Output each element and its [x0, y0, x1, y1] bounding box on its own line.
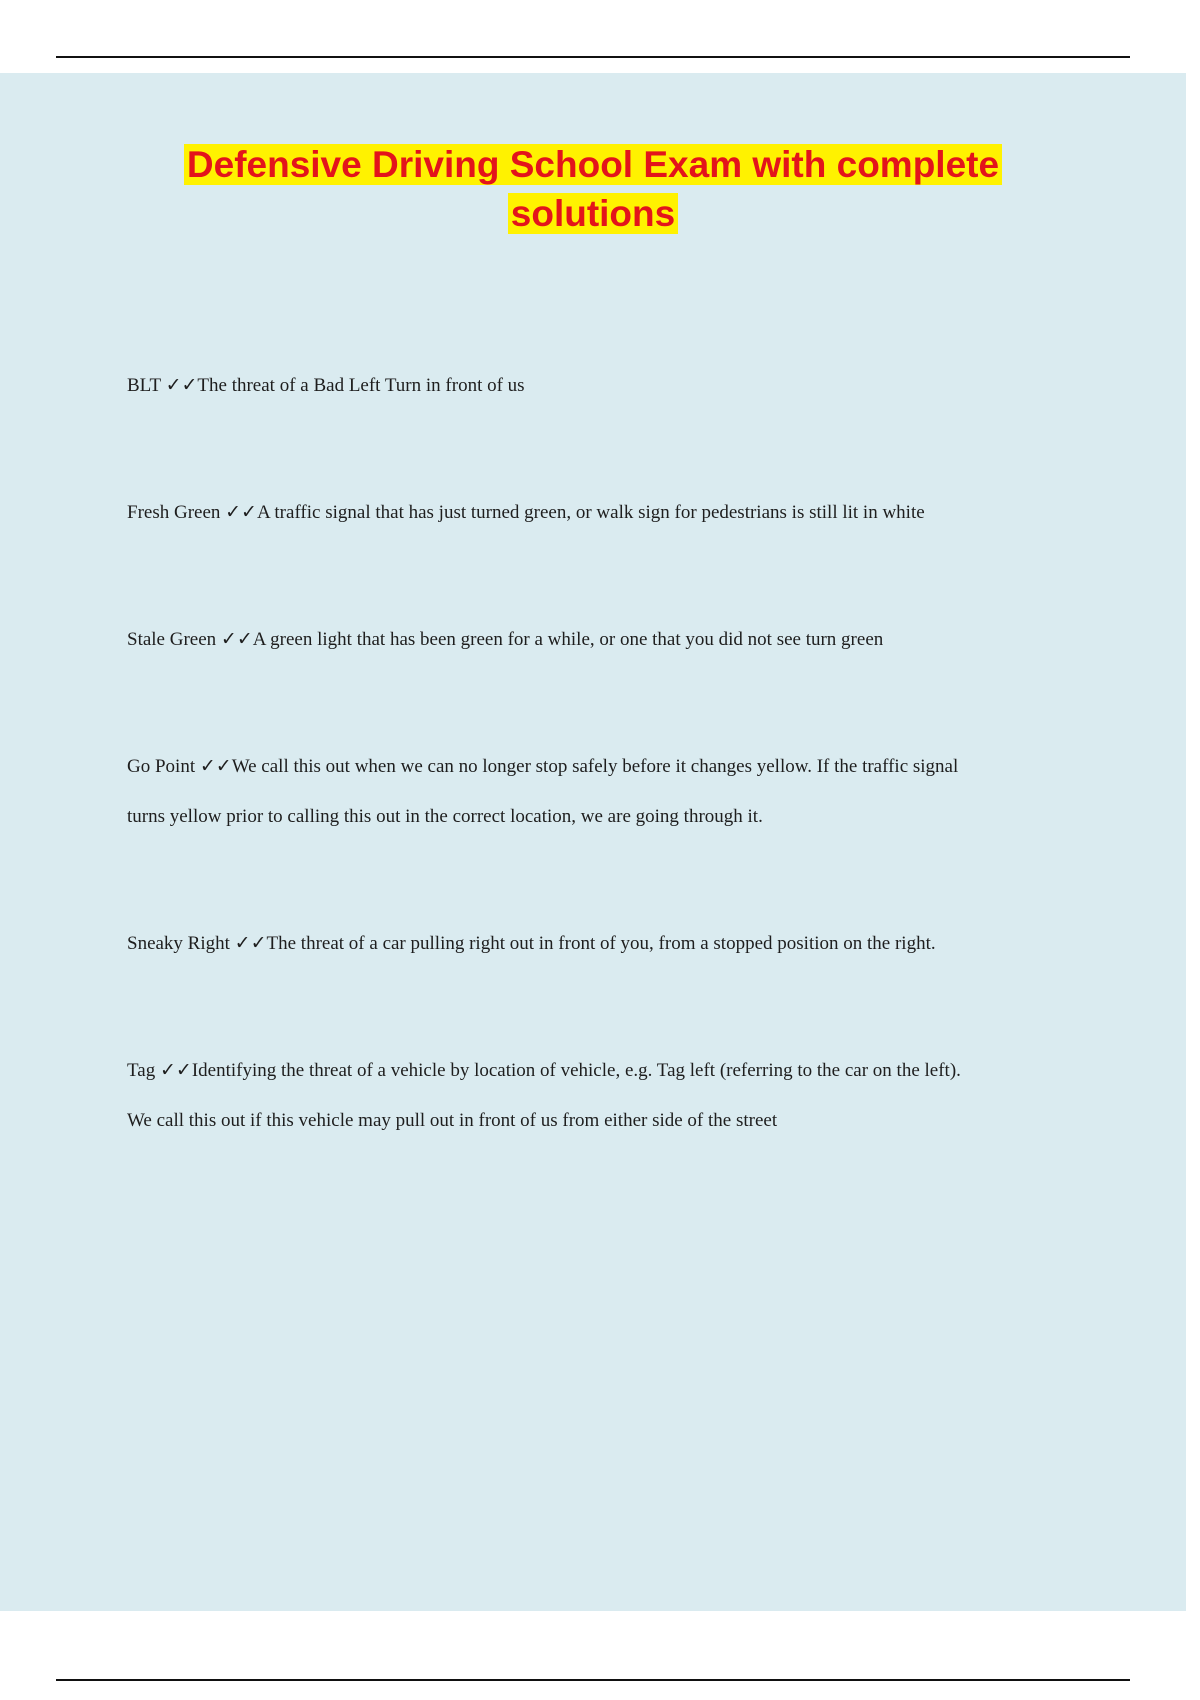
qa-definition: The threat of a Bad Left Turn in front of us: [197, 375, 525, 396]
double-check-icon: ✓✓: [165, 374, 198, 396]
top-rule: [56, 56, 1130, 58]
qa-term: Stale Green: [127, 629, 217, 650]
qa-item-go-point: [127, 741, 967, 842]
double-check-icon: ✓✓: [159, 1059, 192, 1081]
double-check-icon: ✓✓: [225, 501, 257, 523]
qa-term: Sneaky Right: [127, 933, 230, 954]
qa-definition: A traffic signal that has just turned green, or walk sign for pedestrians is still lit in white: [256, 502, 925, 523]
double-check-icon: ✓✓: [234, 932, 267, 954]
qa-term: Tag: [127, 1060, 156, 1081]
qa-definition: The threat of a car pulling right out in front of you, from a stopped position on the right.: [266, 933, 936, 954]
bottom-rule: [56, 1679, 1130, 1681]
qa-term: BLT: [127, 375, 161, 396]
qa-item-fresh-green: [127, 487, 967, 538]
double-check-icon: ✓✓: [220, 628, 253, 650]
qa-term: Go Point: [127, 756, 196, 777]
double-check-icon: ✓✓: [199, 755, 232, 777]
document-title: Defensive Driving School Exam with complete solutions: [184, 144, 1002, 234]
qa-item-tag: [127, 1045, 967, 1146]
title-block: [0, 140, 1186, 238]
qa-item-sneaky-right: [127, 918, 967, 969]
qa-list: [127, 360, 967, 1222]
qa-term: Fresh Green: [127, 502, 221, 523]
qa-item-stale-green: [127, 614, 967, 665]
qa-definition: A green light that has been green for a while, or one that you did not see turn green: [252, 629, 884, 650]
qa-definition: Identifying the threat of a vehicle by location of vehicle, e.g. Tag left (referring to the car on the left). We call this out if this vehicle may pull out in front of us from either side of the street: [127, 1060, 961, 1131]
qa-definition: We call this out when we can no longer stop safely before it changes yellow. If the traffic signal turns yellow prior to calling this out in the correct location, we are going through it.: [127, 756, 959, 827]
qa-item-blt: [127, 360, 967, 411]
